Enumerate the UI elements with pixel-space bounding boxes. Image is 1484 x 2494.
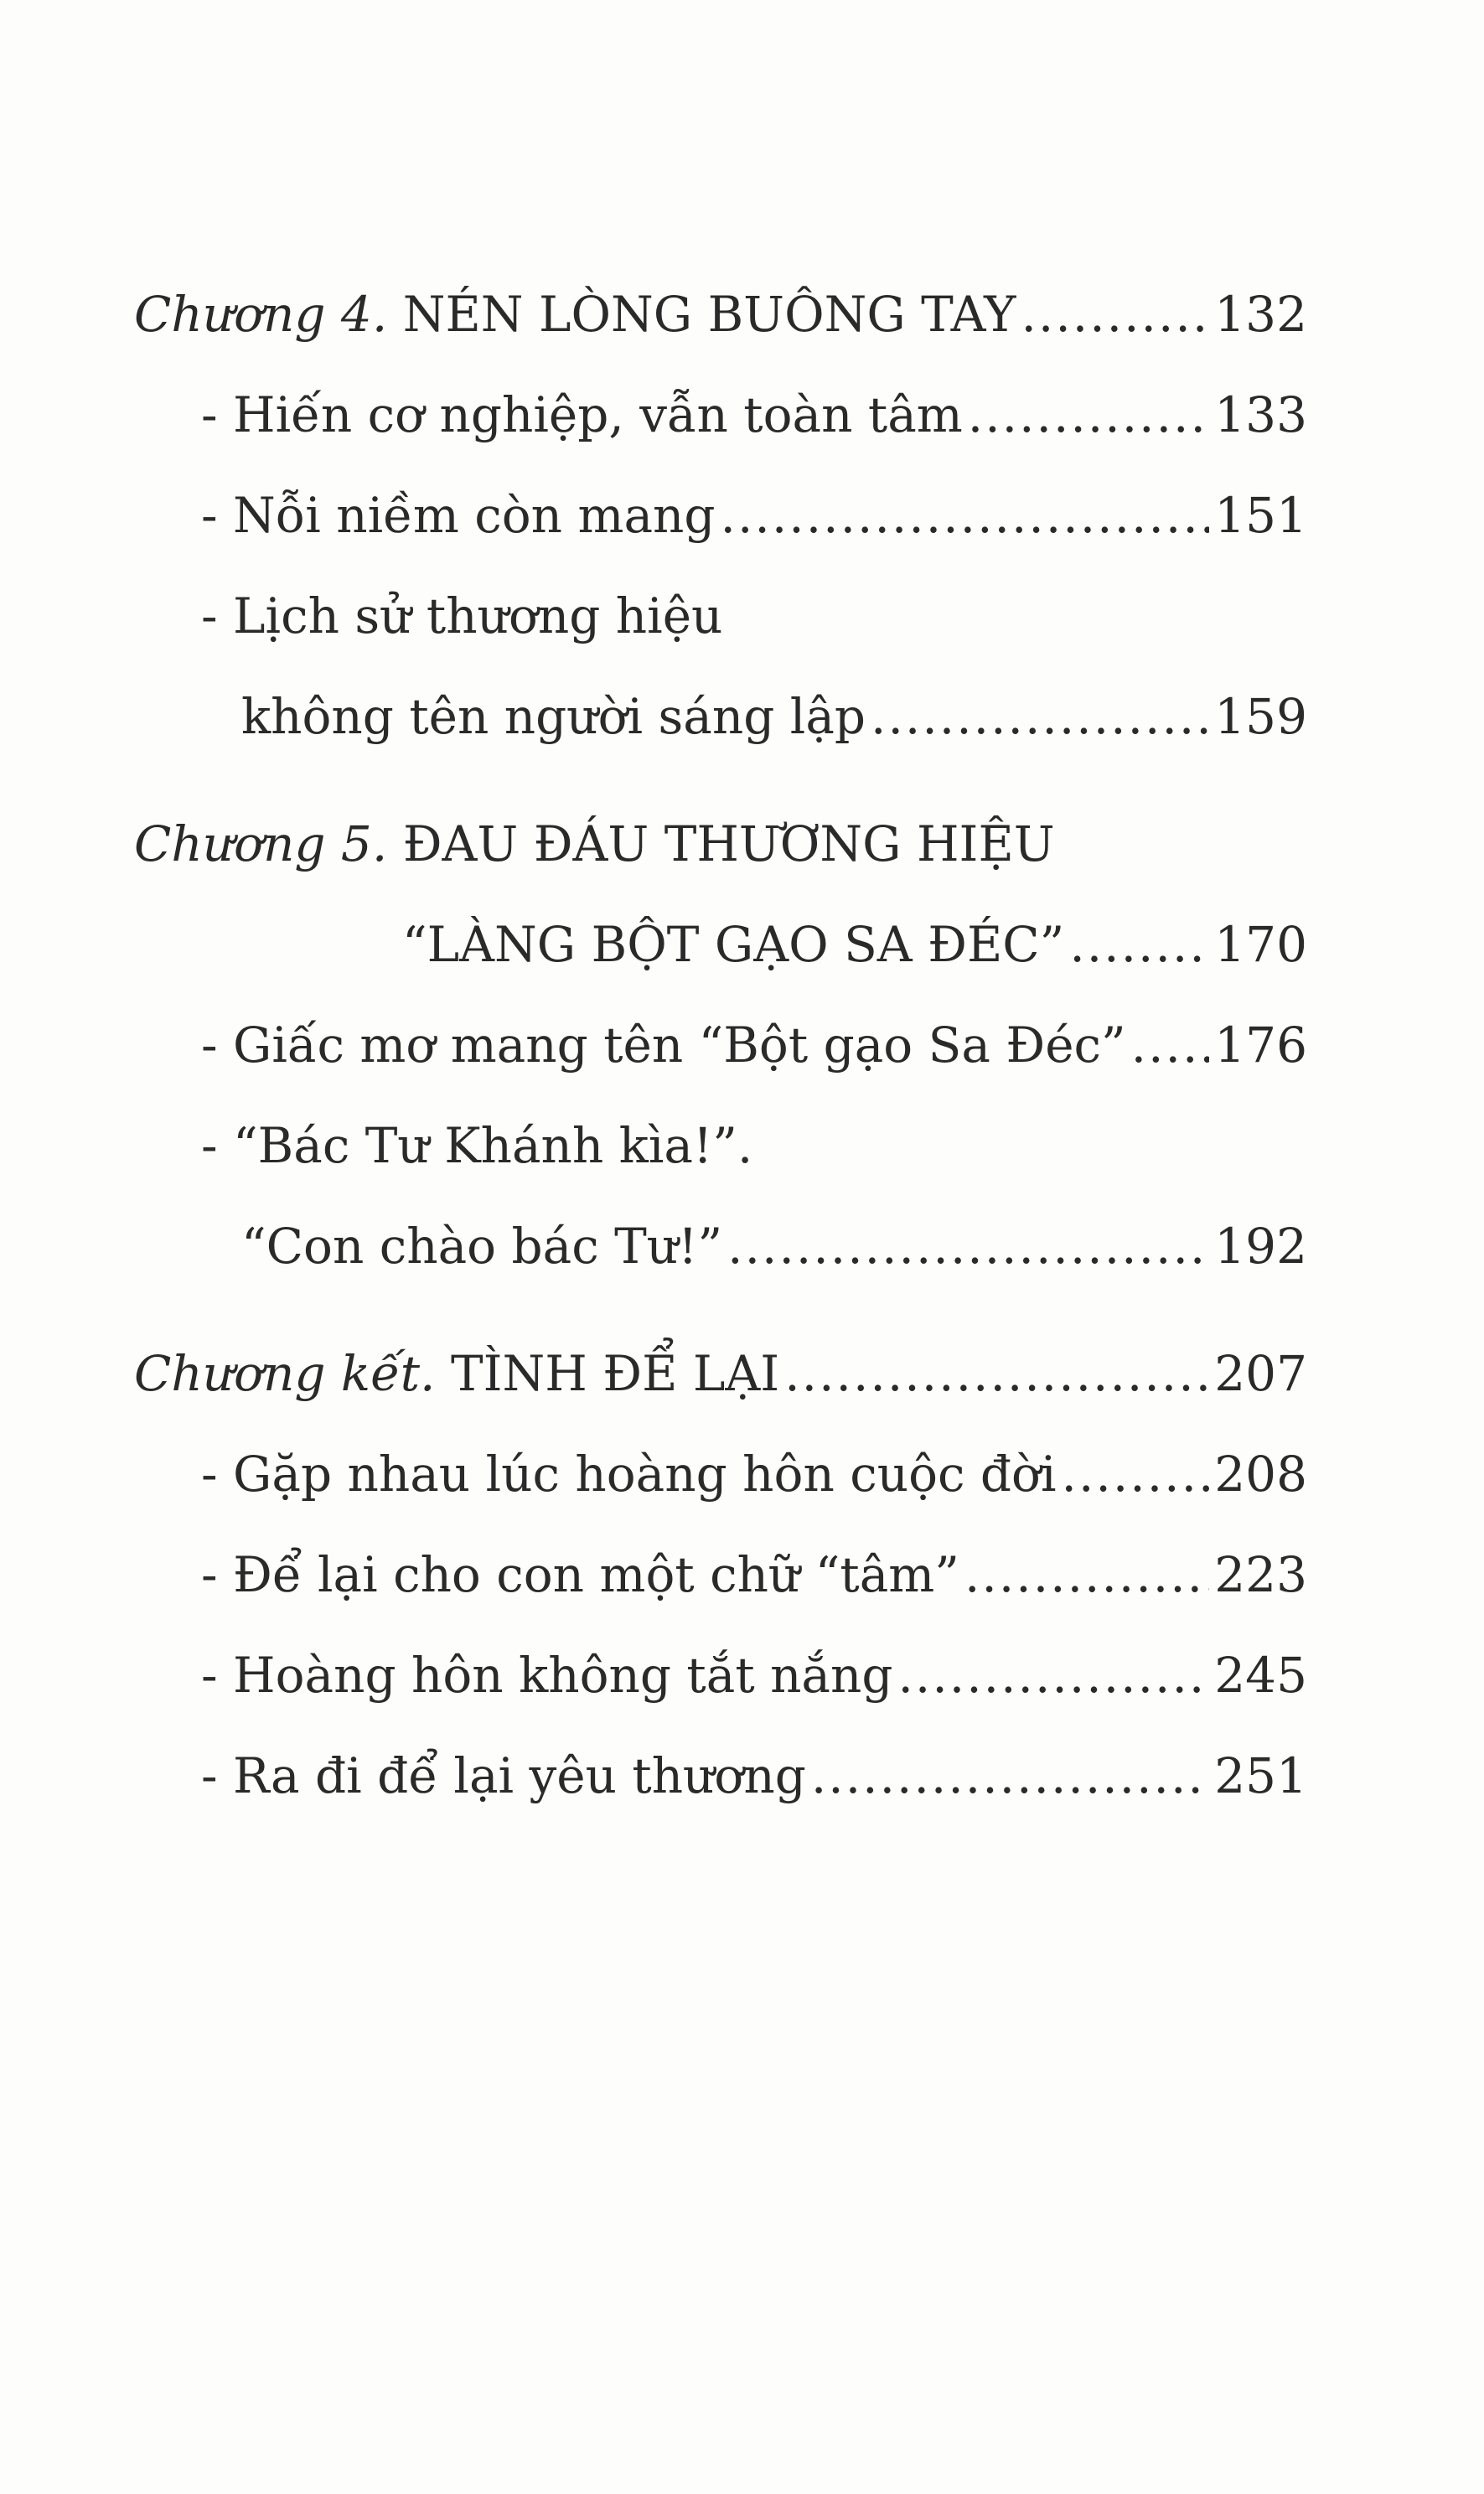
entry-title: - Ra đi để lại yêu thương bbox=[201, 1747, 806, 1804]
dot-leader bbox=[968, 365, 1210, 465]
page-number: 133 bbox=[1214, 386, 1307, 443]
toc-entry-line-1 bbox=[134, 566, 1307, 666]
toc-entry-closing-chapter bbox=[134, 1323, 1307, 1424]
toc-entry-line-2 bbox=[134, 666, 1307, 767]
page-number: 151 bbox=[1214, 487, 1307, 544]
page-number: 251 bbox=[1214, 1747, 1307, 1804]
toc-entry bbox=[134, 1424, 1307, 1524]
toc-entry bbox=[134, 1524, 1307, 1625]
dot-leader bbox=[964, 1524, 1209, 1625]
page-number: 192 bbox=[1214, 1218, 1307, 1275]
entry-title: - Hiến cơ nghiệp, vẫn toàn tâm bbox=[201, 386, 963, 443]
page-number: 176 bbox=[1214, 1017, 1307, 1074]
chapter-label: Chương 5. bbox=[134, 815, 388, 872]
page-number: 207 bbox=[1214, 1345, 1307, 1402]
dot-leader bbox=[721, 465, 1210, 566]
toc-entry bbox=[134, 1625, 1307, 1726]
toc-entry bbox=[134, 1726, 1307, 1826]
chapter-label: Chương kết. bbox=[134, 1345, 436, 1402]
dot-leader bbox=[871, 666, 1209, 767]
page-number: 132 bbox=[1214, 286, 1307, 343]
dot-leader bbox=[1131, 995, 1210, 1095]
dot-leader bbox=[897, 1625, 1209, 1726]
chapter-title: TÌNH ĐỂ LẠI bbox=[450, 1345, 780, 1402]
dot-leader bbox=[1021, 264, 1209, 365]
dot-leader bbox=[1062, 1424, 1210, 1524]
entry-title: - Hoàng hôn không tắt nắng bbox=[201, 1647, 893, 1704]
toc-entry-line-1 bbox=[134, 1095, 1307, 1196]
chapter-title-continued: “LÀNG BỘT GẠO SA ĐÉC” bbox=[402, 916, 1065, 973]
chapter-title: ĐAU ĐÁU THƯƠNG HIỆU bbox=[402, 815, 1055, 872]
toc-entry-line-2 bbox=[134, 1196, 1307, 1296]
toc-entry bbox=[134, 365, 1307, 465]
dot-leader bbox=[1069, 894, 1209, 995]
entry-title: - “Bác Tư Khánh kìa!”. bbox=[201, 1117, 753, 1174]
toc-entry-chapter-4 bbox=[134, 264, 1307, 365]
chapter-label: Chương 4. bbox=[134, 286, 388, 343]
entry-title: - Gặp nhau lúc hoàng hôn cuộc đời bbox=[201, 1446, 1057, 1503]
entry-title-continued: “Con chào bác Tư!” bbox=[241, 1218, 723, 1275]
table-of-contents bbox=[134, 264, 1307, 1826]
page-number: 170 bbox=[1214, 916, 1307, 973]
entry-title-continued: không tên người sáng lập bbox=[241, 688, 866, 745]
page-number: 245 bbox=[1214, 1647, 1307, 1704]
toc-entry-chapter-5 bbox=[134, 794, 1307, 894]
page-number: 223 bbox=[1214, 1546, 1307, 1603]
page-number: 208 bbox=[1214, 1446, 1307, 1503]
toc-entry bbox=[134, 465, 1307, 566]
chapter-heading bbox=[134, 1323, 779, 1424]
entry-title: - Để lại cho con một chữ “tâm” bbox=[201, 1546, 959, 1603]
entry-title: - Nỗi niềm còn mang bbox=[201, 487, 716, 544]
toc-entry bbox=[134, 995, 1307, 1095]
chapter-title: NÉN LÒNG BUÔNG TAY bbox=[402, 286, 1016, 343]
dot-leader bbox=[811, 1726, 1209, 1826]
entry-title: - Lịch sử thương hiệu bbox=[201, 587, 723, 644]
entry-title: - Giấc mơ mang tên “Bột gạo Sa Đéc” bbox=[201, 1017, 1126, 1074]
dot-leader bbox=[727, 1196, 1209, 1296]
chapter-heading bbox=[134, 264, 1016, 365]
toc-entry-chapter-5-line-2 bbox=[134, 894, 1307, 995]
dot-leader bbox=[784, 1323, 1209, 1424]
page-number: 159 bbox=[1214, 688, 1307, 745]
chapter-heading bbox=[134, 794, 1055, 894]
